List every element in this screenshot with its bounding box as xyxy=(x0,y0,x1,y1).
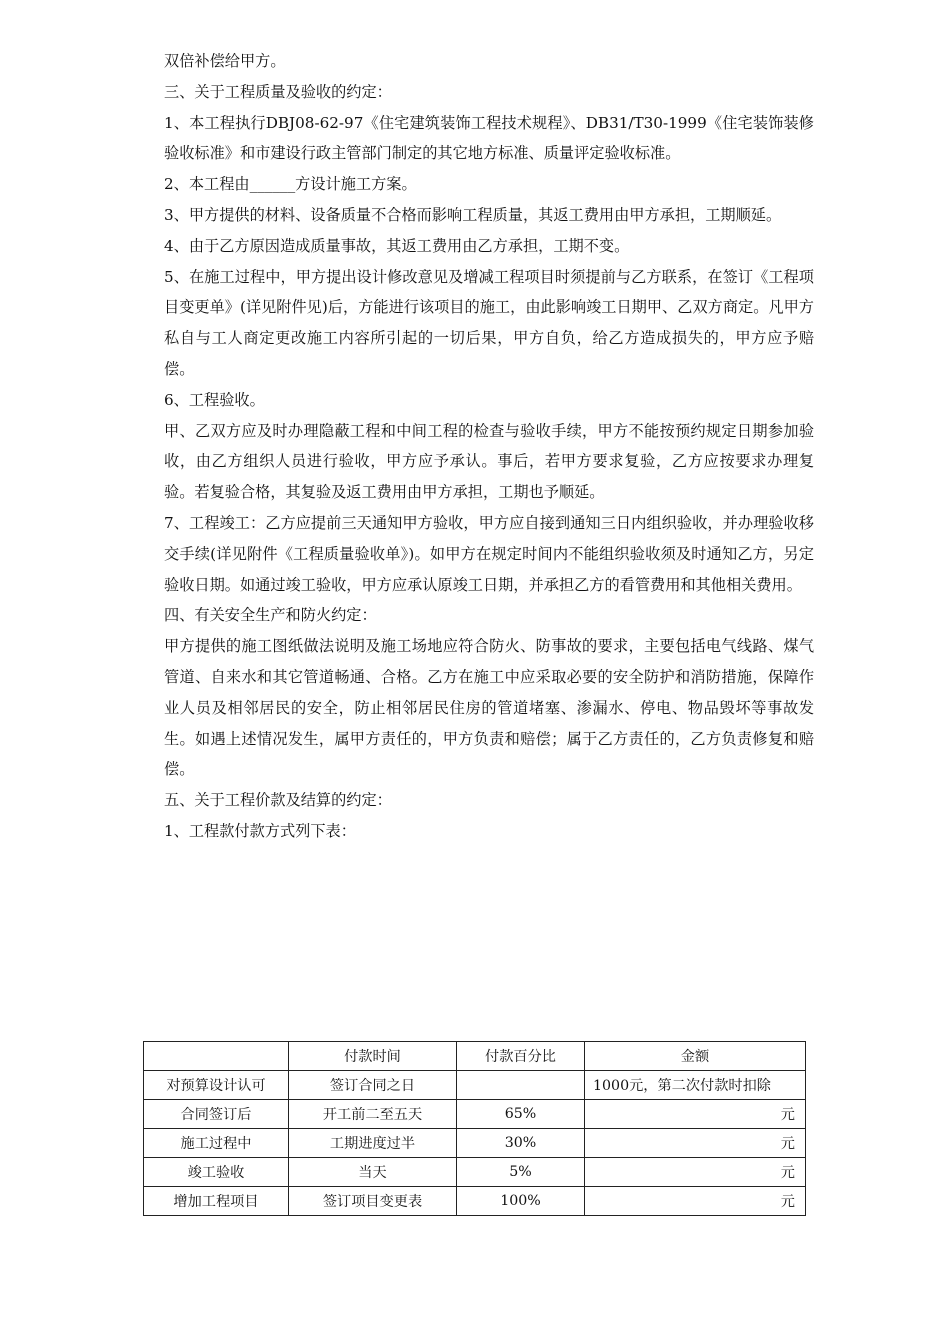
cell-percent xyxy=(457,1071,585,1100)
clause-acceptance-title: 6、工程验收。 xyxy=(164,390,265,409)
clause-party-b-fault: 4、由于乙方原因造成质量事故，其返工费用由乙方承担，工期不变。 xyxy=(164,236,630,255)
cell-percent: 30% xyxy=(457,1129,585,1158)
clause-payment-method: 1、工程款付款方式列下表： xyxy=(164,821,356,840)
payment-table xyxy=(143,1041,806,1216)
heading-price-settlement: 五、关于工程价款及结算的约定： xyxy=(164,791,392,810)
header-cell-percent: 付款百分比 xyxy=(457,1042,585,1071)
clause-completion: 7、工程竣工：乙方应提前三天通知甲方验收，甲方应自接到通知三日内组织验收，并办理验收移交手续(详见附件《工程质量验收单》)。如甲方在规定时间内不能组织验收须及时通知乙方，另定验收日期。如通过竣工验收，甲方应承认原竣工日期，并承担乙方的看管费用和其他相关费用。 xyxy=(164,513,814,594)
cell-amount: 元 xyxy=(585,1158,806,1187)
header-cell-item xyxy=(144,1042,289,1071)
cell-amount: 元 xyxy=(585,1100,806,1129)
table-row xyxy=(144,1100,806,1129)
cell-percent: 5% xyxy=(457,1158,585,1187)
table-row xyxy=(144,1071,806,1100)
heading-safety-fire: 四、有关安全生产和防火约定： xyxy=(164,606,377,625)
cell-time: 签订合同之日 xyxy=(289,1071,457,1100)
cell-item: 施工过程中 xyxy=(144,1129,289,1158)
table-row xyxy=(144,1158,806,1187)
cell-percent: 100% xyxy=(457,1187,585,1216)
clause-design-party: 2、本工程由______方设计施工方案。 xyxy=(164,175,417,194)
table-header-row xyxy=(144,1042,806,1071)
cell-percent: 65% xyxy=(457,1100,585,1129)
clause-standards: 1、本工程执行DBJ08-62-97《住宅建筑装饰工程技术规程》、DB31/T30-1999《住宅装饰装修验收标准》和市建设行政主管部门制定的其它地方标准、质量评定验收标准。 xyxy=(164,113,814,163)
clause-design-changes: 5、在施工过程中，甲方提出设计修改意见及增减工程项目时须提前与乙方联系，在签订《工程项目变更单》(详见附件见)后，方能进行该项目的施工，由此影响竣工日期甲、乙双方商定。凡甲方私自与工人商定更改施工内容所引起的一切后果，甲方自负，给乙方造成损失的，甲方应予赔偿。 xyxy=(164,267,814,378)
cell-item: 竣工验收 xyxy=(144,1158,289,1187)
clause-safety-body: 甲方提供的施工图纸做法说明及施工场地应符合防火、防事故的要求，主要包括电气线路、煤气管道、自来水和其它管道畅通、合格。乙方在施工中应采取必要的安全防护和消防措施，保障作业人员及相邻居民的安全，防止相邻居民住房的管道堵塞、渗漏水、停电、物品毁坏等事故发生。如遇上述情况发生，属甲方责任的，甲方负责和赔偿；属于乙方责任的，乙方负责修复和赔偿。 xyxy=(164,637,814,779)
cell-time: 开工前二至五天 xyxy=(289,1100,457,1129)
header-cell-time: 付款时间 xyxy=(289,1042,457,1071)
header-cell-amount: 金额 xyxy=(585,1042,806,1071)
contract-body xyxy=(164,46,814,847)
clause-party-a-materials: 3、甲方提供的材料、设备质量不合格而影响工程质量，其返工费用由甲方承担，工期顺延。 xyxy=(164,205,782,224)
table-row xyxy=(144,1129,806,1158)
paragraph-compensation-end: 双倍补偿给甲方。 xyxy=(164,52,286,70)
cell-time: 当天 xyxy=(289,1158,457,1187)
table-row xyxy=(144,1187,806,1216)
heading-quality-acceptance: 三、关于工程质量及验收的约定： xyxy=(164,82,392,101)
cell-item: 增加工程项目 xyxy=(144,1187,289,1216)
cell-amount: 1000元，第二次付款时扣除 xyxy=(585,1071,806,1100)
cell-time: 工期进度过半 xyxy=(289,1129,457,1158)
clause-acceptance-body: 甲、乙双方应及时办理隐蔽工程和中间工程的检查与验收手续，甲方不能按预约规定日期参加验收，由乙方组织人员进行验收，甲方应予承认。事后，若甲方要求复验，乙方应按要求办理复验。若复验合格，其复验及返工费用由甲方承担，工期也予顺延。 xyxy=(164,421,814,502)
cell-time: 签订项目变更表 xyxy=(289,1187,457,1216)
cell-item: 对预算设计认可 xyxy=(144,1071,289,1100)
cell-item: 合同签订后 xyxy=(144,1100,289,1129)
cell-amount: 元 xyxy=(585,1129,806,1158)
cell-amount: 元 xyxy=(585,1187,806,1216)
